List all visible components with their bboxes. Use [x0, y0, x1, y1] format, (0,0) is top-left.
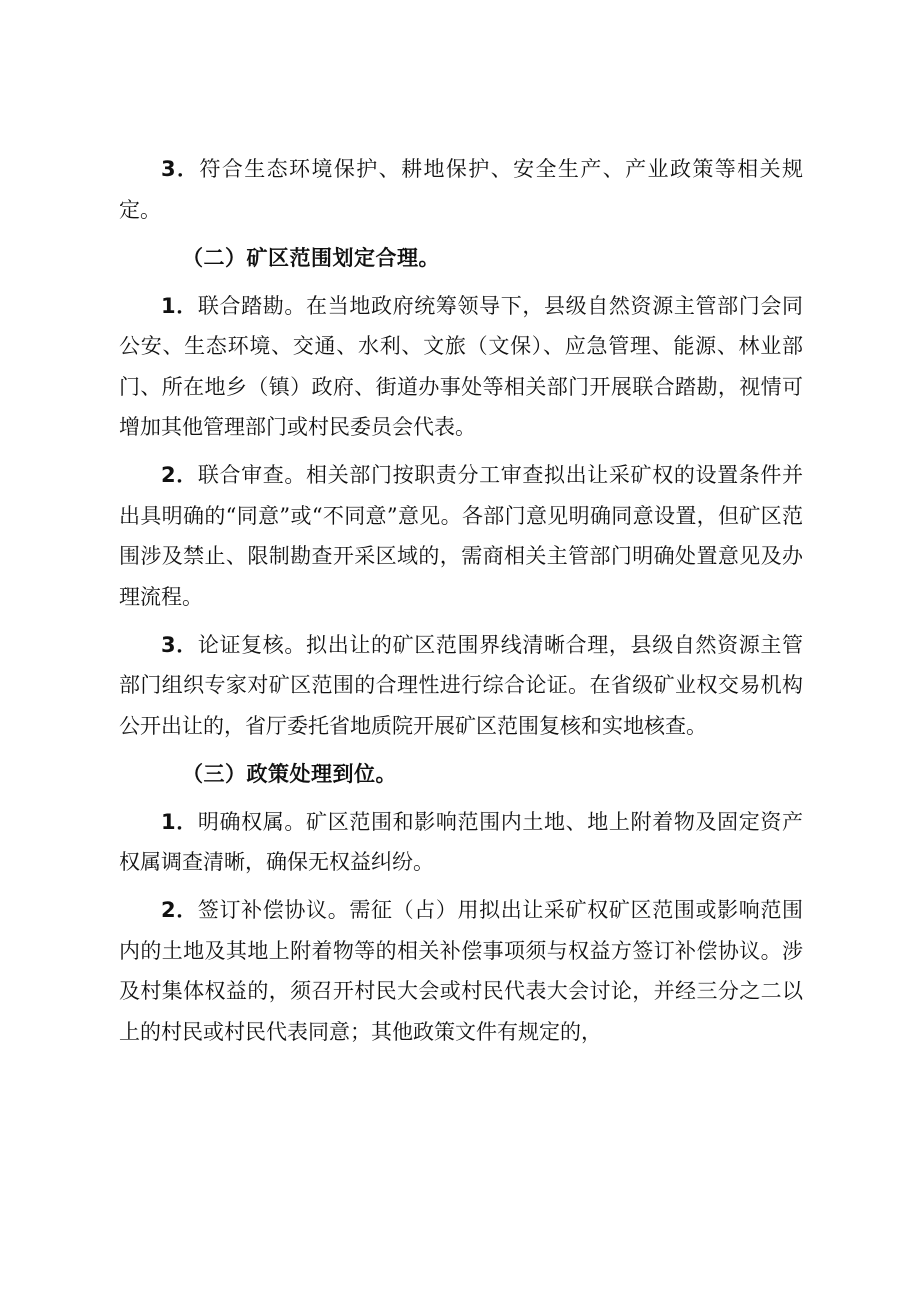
section-heading: （二）矿区范围划定合理。: [182, 245, 440, 270]
item-number: 3．: [161, 632, 198, 657]
paragraph: [119, 286, 803, 448]
section-heading: （三）政策处理到位。: [182, 761, 397, 786]
paragraph-text: 明确权属。矿区范围和影响范围内土地、地上附着物及固定资产权属调查清晰，确保无权益纠纷。: [119, 809, 803, 874]
item-number: 1．: [161, 293, 198, 318]
item-number: 2．: [161, 463, 198, 487]
item-number: 1．: [161, 809, 198, 834]
paragraph-text: 联合踏勘。在当地政府统筹领导下，县级自然资源主管部门会同公安、生态环境、交通、水利、文旅（文保）、应急管理、能源、林业部门、所在地乡（镇）政府、街道办事处等相关部门开展联合踏勘，视情可增加其他管理部门或村民委员会代表。: [119, 293, 803, 439]
item-number: 2．: [161, 898, 198, 922]
paragraph: [119, 890, 803, 1052]
paragraph: [119, 802, 803, 883]
paragraph: [119, 455, 803, 617]
paragraph: [119, 625, 803, 747]
paragraph-text: 论证复核。拟出让的矿区范围界线清晰合理，县级自然资源主管部门组织专家对矿区范围的合理性进行综合论证。在省级矿业权交易机构公开出让的，省厅委托省地质院开展矿区范围复核和实地核查。: [119, 632, 803, 738]
paragraph-text: 签订补偿协议。需征（占）用拟出让采矿权矿区范围或影响范围内的土地及其地上附着物等的相关补偿事项须与权益方签订补偿协议。涉及村集体权益的，须召开村民大会或村民代表大会讨论，并经三分之二以上的村民或村民代表同意；其他政策文件有规定的，: [119, 898, 803, 1044]
paragraph: [119, 149, 803, 230]
document-body: [119, 149, 803, 1060]
paragraph-text: 符合生态环境保护、耕地保护、安全生产、产业政策等相关规定。: [119, 157, 803, 222]
item-number: 3．: [161, 157, 200, 181]
paragraph-text: 联合审查。相关部门按职责分工审查拟出让采矿权的设置条件并出具明确的“同意”或“不同意”意见。各部门意见明确同意设置，但矿区范围涉及禁止、限制勘查开采区域的，需商相关主管部门明确处置意见及办理流程。: [119, 463, 803, 609]
